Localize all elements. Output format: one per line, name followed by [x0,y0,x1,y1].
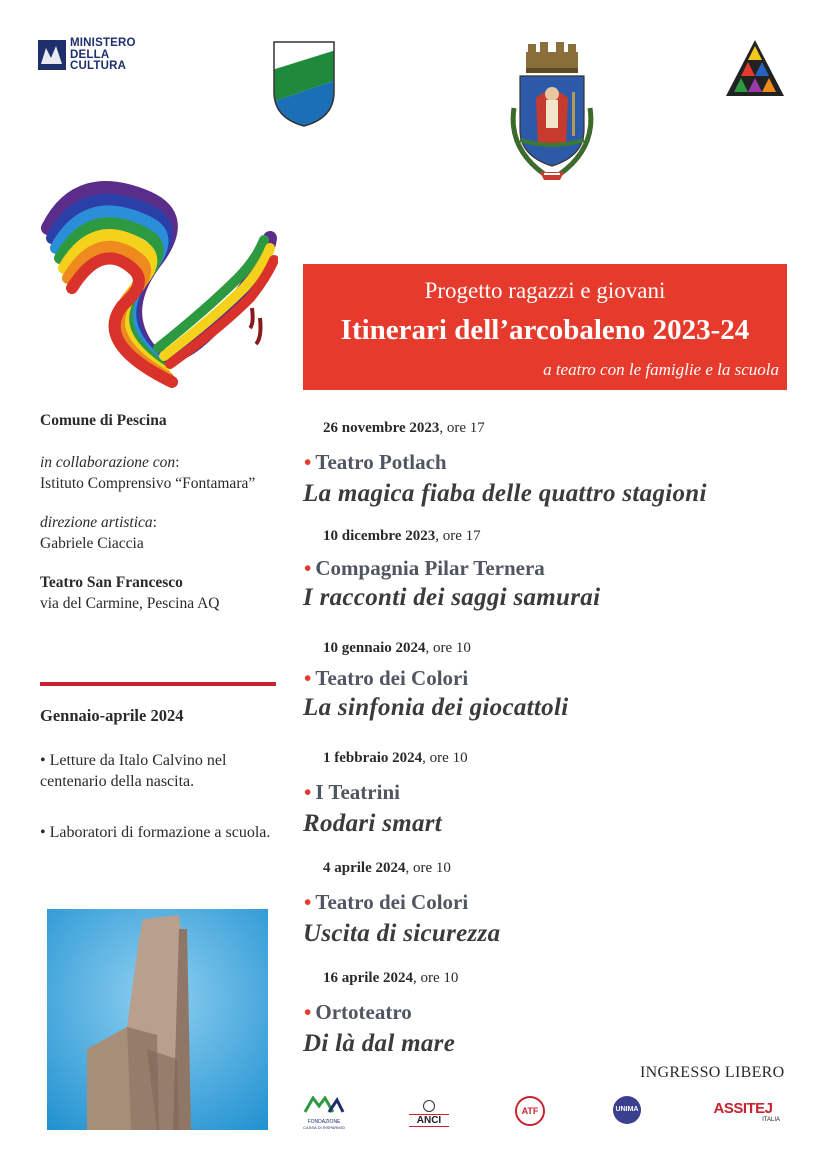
comune-name: Comune di Pescina [40,412,167,429]
anci-logo: ANCI [409,1096,449,1130]
direction-block: direzione artistica: Gabriele Ciaccia [40,512,280,554]
bullet-dot-icon: • [304,450,312,474]
free-entry-note: INGRESSO LIBERO [640,1064,785,1081]
colorful-triangle-logo-icon [724,38,786,100]
event-date-3: 10 gennaio 2024, ore 10 [323,640,471,656]
ministero-text-1: MINISTERO [70,37,136,49]
bullet-dot-icon: • [304,556,312,580]
ministero-cultura-logo [38,38,148,74]
event-company-3: • Teatro dei Colori [304,666,469,690]
event-date-2: 10 dicembre 2023, ore 17 [323,528,481,544]
direction-value: Gabriele Ciaccia [40,535,144,552]
event-title-4: Rodari smart [303,810,443,837]
collab-value: Istituto Comprensivo “Fontamara” [40,475,256,492]
event-company-5: • Teatro dei Colori [304,890,469,914]
bullet-dot-icon: • [304,666,312,690]
bullet-calvino: • Letture da Italo Calvino nel centenario della nascita. [40,752,227,790]
unima-logo: UNIMA [612,1096,642,1130]
bullet-icon: • [40,824,50,841]
event-date-1: 26 novembre 2023, ore 17 [323,420,485,436]
ministero-text-3: CULTURA [70,60,127,72]
bullet-dot-icon: • [304,890,312,914]
mic-mark-icon [38,40,66,70]
venue-name: Teatro San Francesco [40,574,183,591]
atf-logo: ATF [515,1096,545,1130]
venue-block [40,572,280,614]
event-title-1: La magica fiaba delle quattro stagioni [303,480,707,507]
banner-tagline: a teatro con le famiglie e la scuola [543,360,779,379]
collab-label: in collaborazione con [40,454,176,471]
event-company-6: • Ortoteatro [304,1000,412,1024]
fondazione-logo: FONDAZIONE CASSA DI RISPARMIO [303,1096,345,1130]
event-date-6: 16 aprile 2024, ore 10 [323,970,459,986]
event-date-4: 1 febbraio 2024, ore 10 [323,750,468,766]
castle-tower-illustration [47,909,268,1130]
event-company-1: • Teatro Potlach [304,450,447,474]
bullet-dot-icon: • [304,1000,312,1024]
event-company-2: • Compagnia Pilar Ternera [304,556,545,580]
event-title-6: Di là dal mare [303,1030,456,1057]
event-title-5: Uscita di sicurezza [303,920,501,947]
event-title-3: La sinfonia dei giocattoli [303,694,569,721]
bullet-laboratori: • Laboratori di formazione a scuola. [40,824,271,841]
banner-subtitle: Progetto ragazzi e giovani [424,278,666,303]
title-banner [303,264,787,390]
collaboration-block: in collaborazione con: Istituto Comprensivo “Fontamara” [40,452,280,494]
regione-abruzzo-shield-icon [272,40,336,128]
event-date-5: 4 aprile 2024, ore 10 [323,860,451,876]
bullet-dot-icon: • [304,780,312,804]
banner-title: Itinerari dell’arcobaleno 2023-24 [340,314,750,346]
comune-pescina-coat-of-arms-icon [500,38,604,188]
bullet-icon: • [40,752,50,769]
event-company-4: • I Teatrini [304,780,400,804]
ministero-text-2: DELLA [70,48,110,61]
section-divider [40,682,276,686]
venue-address: via del Carmine, Pescina AQ [40,595,220,612]
assitej-logo: ASSITEJ ITALIA [713,1100,780,1123]
rainbow-ribbon-illustration [38,168,278,393]
anci-seal-icon [423,1100,435,1112]
event-title-2: I racconti dei saggi samurai [303,584,601,611]
direction-label: direzione artistica [40,514,153,531]
period-heading: Gennaio-aprile 2024 [40,706,184,725]
